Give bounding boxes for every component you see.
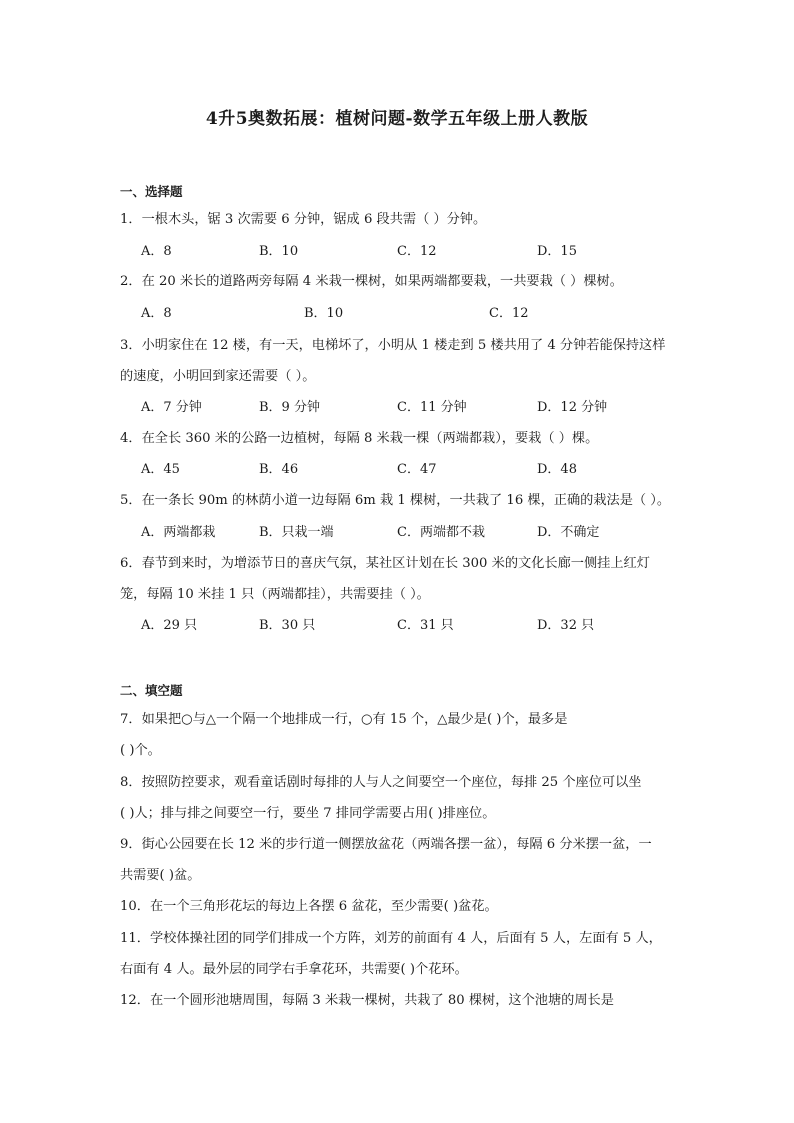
section-heading-fill: 二、填空题	[120, 683, 183, 698]
question-8-text-line-1: 8．按照防控要求，观看童话剧时每排的人与人之间要空一个座位，每排 25 个座位可以坐	[120, 775, 642, 790]
question-12-text: 12．在一个圆形池塘周围，每隔 3 米栽一棵树，共栽了 80 棵树，这个池塘的周长是	[120, 993, 614, 1008]
question-11-text-line-2: 右面有 4 人。最外层的同学右手拿花环，共需要( )个花环。	[120, 962, 468, 977]
question-4-text: 4．在全长 360 米的公路一边植树，每隔 8 米栽一棵（两端都栽），要栽（ ）棵。	[120, 431, 599, 446]
question-10-text: 10．在一个三角形花坛的每边上各摆 6 盆花，至少需要( )盆花。	[120, 899, 498, 914]
question-2-option-a: A．8	[141, 306, 172, 321]
question-6-text-line-2: 笼，每隔 10 米挂 1 只（两端都挂），共需要挂（ ）。	[120, 587, 430, 602]
question-1-option-a: A．8	[141, 244, 172, 259]
question-1-option-b: B．10	[259, 244, 299, 259]
section-heading-choice: 一、选择题	[120, 184, 183, 199]
question-7-text-line-2: ( )个。	[120, 743, 161, 758]
question-3-option-d: D．12 分钟	[537, 400, 608, 415]
question-6-option-b: B．30 只	[259, 618, 316, 633]
question-5-option-c: C．两端都不栽	[397, 525, 485, 540]
question-7-text-line-1: 7．如果把○与△一个隔一个地排成一行，○有 15 个，△最少是( )个，最多是	[120, 712, 568, 727]
question-2-option-b: B．10	[304, 306, 344, 321]
question-9-text-line-2: 共需要( )盆。	[120, 868, 201, 883]
question-11-text-line-1: 11．学校体操社团的同学们排成一个方阵，刘芳的前面有 4 人，后面有 5 人，左面有 5 人，	[120, 931, 662, 946]
question-3-text-line-1: 3．小明家住在 12 楼，有一天，电梯坏了，小明从 1 楼走到 5 楼共用了 4 分钟若能保持这样	[120, 338, 666, 353]
question-4-option-a: A．45	[141, 462, 180, 477]
question-5-option-b: B．只栽一端	[259, 525, 334, 540]
question-3-option-a: A．7 分钟	[141, 400, 202, 415]
question-2-option-c: C．12	[489, 306, 529, 321]
question-8-text-line-2: ( )人；排与排之间要空一行，要坐 7 排同学需要占用( )排座位。	[120, 806, 496, 821]
question-6-text-line-1: 6．春节到来时，为增添节日的喜庆气氛，某社区计划在长 300 米的文化长廊一侧挂上红灯	[120, 556, 650, 571]
question-4-option-b: B．46	[259, 462, 299, 477]
question-2-text: 2．在 20 米长的道路两旁每隔 4 米栽一棵树，如果两端都要栽，一共要栽（ ）棵树。	[120, 274, 623, 289]
question-6-option-c: C．31 只	[397, 618, 454, 633]
question-4-option-c: C．47	[397, 462, 437, 477]
question-3-text-line-2: 的速度，小明回到家还需要（ ）。	[120, 369, 316, 384]
question-6-option-a: A．29 只	[141, 618, 198, 633]
question-1-option-c: C．12	[397, 244, 437, 259]
question-3-option-b: B．9 分钟	[259, 400, 320, 415]
question-4-option-d: D．48	[537, 462, 577, 477]
document-title: 4升5奥数拓展：植树问题-数学五年级上册人教版	[205, 109, 589, 129]
question-3-option-c: C．11 分钟	[397, 400, 467, 415]
question-6-option-d: D．32 只	[537, 618, 595, 633]
question-5-option-d: D．不确定	[537, 525, 600, 540]
question-1-option-d: D．15	[537, 244, 577, 259]
question-1-text: 1．一根木头，锯 3 次需要 6 分钟，锯成 6 段共需（ ）分钟。	[120, 212, 487, 227]
question-5-text: 5．在一条长 90m 的林荫小道一边每隔 6m 栽 1 棵树，一共栽了 16 棵，正确的栽法是（ ）。	[120, 493, 671, 508]
question-9-text-line-1: 9．街心公园要在长 12 米的步行道一侧摆放盆花（两端各摆一盆），每隔 6 分米摆一盆，一	[120, 837, 652, 852]
question-5-option-a: A．两端都栽	[141, 525, 216, 540]
